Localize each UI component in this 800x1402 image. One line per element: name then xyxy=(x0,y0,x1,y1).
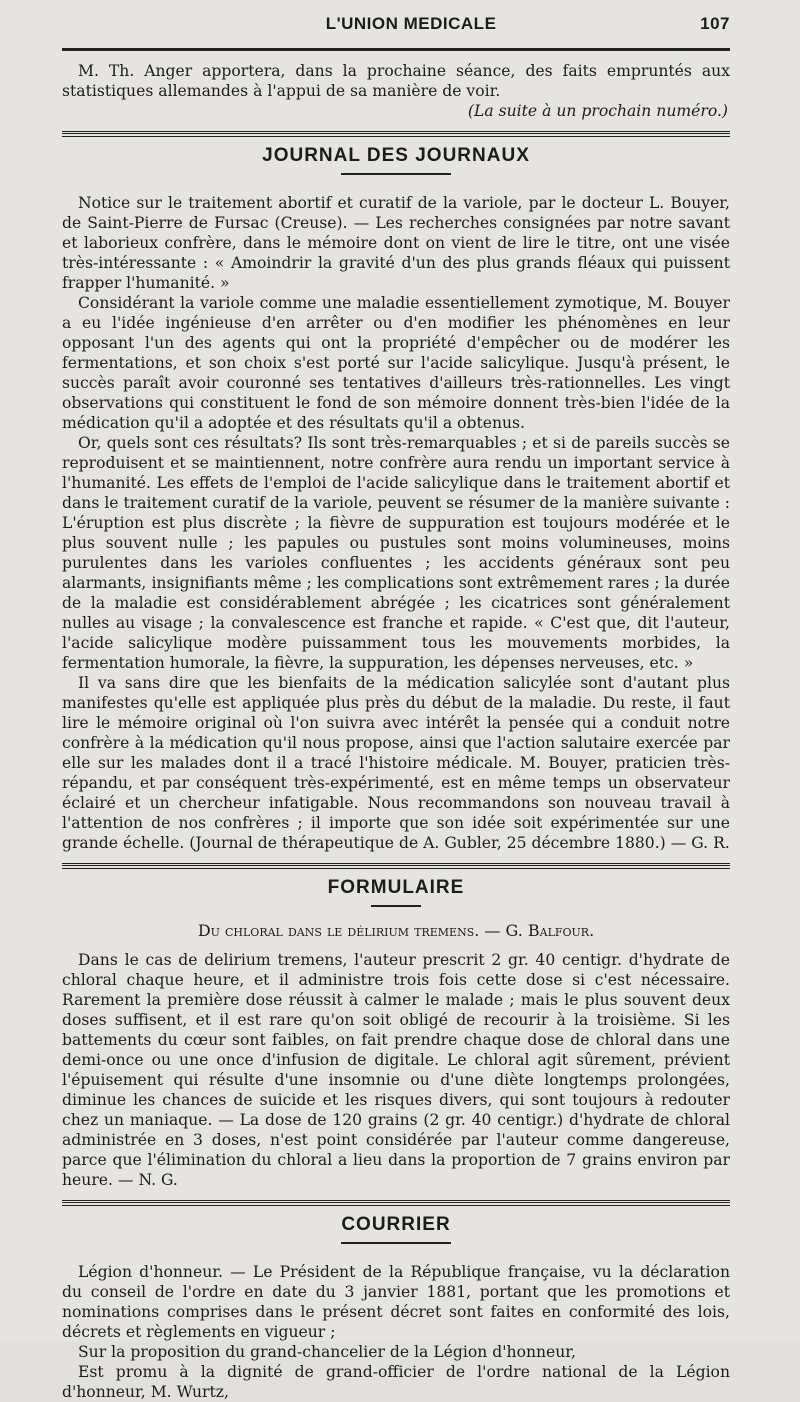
section-title-formulaire: FORMULAIRE xyxy=(327,877,465,898)
section-divider xyxy=(62,131,730,137)
section-divider xyxy=(62,863,730,869)
journal-paragraph-3: Or, quels sont ces résultats? Ils sont très-remarquables ; et si de pareils succès se reproduisent et se maintiennent, notre confrère aura rendu un important service à l'humanité. Les effets de l'emploi de l'acide salicylique dans le traitement abortif et dans le traitement curatif de la variole, peuvent se résumer de la manière suivante : L'éruption est plus discrète ; la fièvre de suppuration est toujours modérée et le plus souvent nulle ; les papules ou pustules sont moins volumineuses, moins purulentes dans les varioles confluentes ; les accidents généraux sont peu alarmants, insignifiants même ; les complications sont extrêmement rares ; la durée de la maladie est considérablement abrégée ; les cicatrices sont généralement nulles au visage ; la convalescence est franche et rapide. « C'est que, dit l'auteur, l'acide salicylique modère puissamment tous les mouvements morbides, la fermentation humorale, la fièvre, la suppuration, les dépenses nerveuses, etc. » xyxy=(62,434,730,672)
running-header xyxy=(62,14,730,48)
formulaire-paragraph: Dans le cas de delirium tremens, l'auteur prescrit 2 gr. 40 centigr. d'hydrate de chloral chaque heure, et il administre trois fois cette dose si c'est nécessaire. Rarement la première dose réussit à calmer le malade ; mais le plus souvent deux doses suffisent, et il est rare qu'on soit obligé de recourir à la troisième. Si les battements du cœur sont faibles, on fait prendre chaque dose de chloral dans une demi-once ou une once d'infusion de digitale. Le chloral agit sûrement, prévient l'épuisement qui résulte d'une insomnie ou d'une diète longtemps prolongées, diminue les chances de suicide et les risques divers, qui sont toujours à redouter chez un maniaque. — La dose de 120 grains (2 gr. 40 centigr.) d'hydrate de chloral administrée en 3 doses, n'est point considérée par l'auteur comme dangereuse, parce que l'élimination du chloral a lieu dans la proportion de 7 grains environ par heure. — N. G. xyxy=(62,951,730,1189)
section-title-journal: JOURNAL DES JOURNAUX xyxy=(262,145,530,166)
section-divider xyxy=(62,1200,730,1206)
page-number: 107 xyxy=(700,14,730,33)
journal-title: L'UNION MEDICALE xyxy=(325,14,497,33)
title-underline xyxy=(341,1242,451,1244)
intro-paragraph: M. Th. Anger apportera, dans la prochaine séance, des faits empruntés aux statistiques allemandes à l'appui de sa manière de voir. xyxy=(62,62,730,100)
journal-paragraph-4: Il va sans dire que les bienfaits de la médication salicylée sont d'autant plus manifestes qu'elle est appliquée plus près du début de la maladie. Du reste, il faut lire le mémoire original où l'on suivra avec intérêt la pensée qui a conduit notre confrère à la médication qu'il nous propose, ainsi que l'action salutaire exercée par elle sur les malades dont il a tracé l'histoire médicale. M. Bouyer, praticien très-répandu, et par conséquent très-expérimenté, est en même temps un observateur éclairé et un chercheur infatigable. Nous recommandons son nouveau travail à l'attention de nos confrères ; il importe que son idée soit expérimentée sur une grande échelle. (Journal de thérapeutique de A. Gubler, 25 décembre 1880.) — G. R. xyxy=(62,674,730,852)
header-rule xyxy=(62,48,730,51)
courrier-paragraph-3: Est promu à la dignité de grand-officier de l'ordre national de la Légion d'honneur, M. Wurtz, xyxy=(62,1363,730,1401)
courrier-paragraph-2: Sur la proposition du grand-chancelier de la Légion d'honneur, xyxy=(78,1343,577,1361)
title-underline xyxy=(371,905,421,907)
section-title-courrier: COURRIER xyxy=(341,1214,451,1235)
formulaire-subtitle: Du chloral dans le délirium tremens. — G. Balfour. xyxy=(197,921,595,940)
journal-paragraph-2: Considérant la variole comme une maladie essentiellement zymotique, M. Bouyer a eu l'idée ingénieuse d'en arrêter ou d'en modifier les phénomènes en leur opposant l'un des agents qui ont la propriété d'empêcher ou de modérer les fermentations, et son choix s'est porté sur l'acide salicylique. Jusqu'à présent, le succès paraît avoir couronné ses tentatives d'ailleurs très-rationnelles. Les vingt observations qui constituent le fond de son mémoire donnent très-bien l'idée de la médication qu'il a adoptée et des résultats qu'il a obtenus. xyxy=(62,294,730,432)
continued-note: (La suite à un prochain numéro.) xyxy=(467,102,728,120)
journal-paragraph-1: Notice sur le traitement abortif et curatif de la variole, par le docteur L. Bouyer, de Saint-Pierre de Fursac (Creuse). — Les recherches consignées par notre savant et laborieux confrère, dans le mémoire dont on vient de lire le titre, ont une visée très-intéressante : « Amoindrir la gravité d'un des plus grands fléaux qui puissent frapper l'humanité. » xyxy=(62,194,730,292)
courrier-paragraph-1: Légion d'honneur. — Le Président de la République française, vu la déclaration du conseil de l'ordre en date du 3 janvier 1881, portant que les promotions et nominations comprises dans le présent décret sont faites en conformité des lois, décrets et règlements en vigueur ; xyxy=(62,1263,730,1341)
title-underline xyxy=(341,173,451,175)
